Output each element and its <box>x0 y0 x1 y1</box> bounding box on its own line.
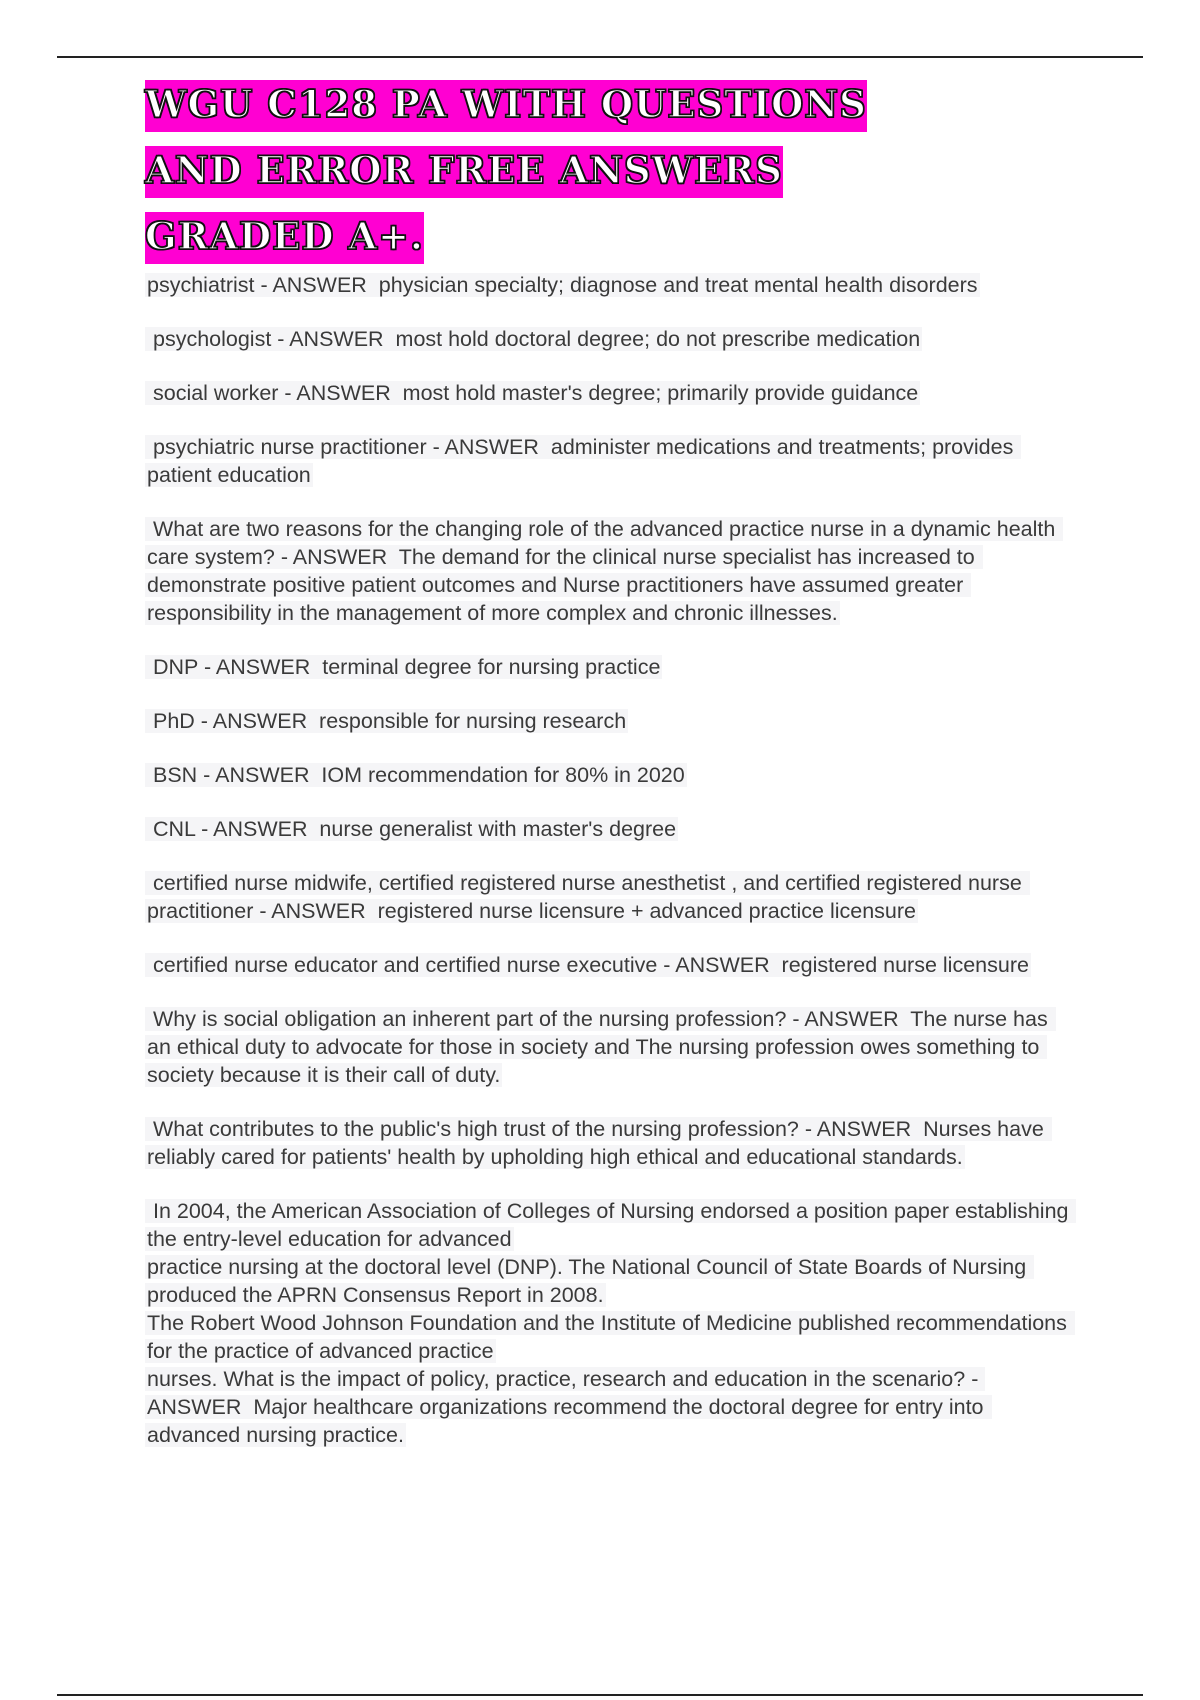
qa-entry <box>145 869 1075 925</box>
qa-entry <box>145 325 1075 353</box>
qa-entry <box>145 1115 1075 1171</box>
title-text: WGU C128 PA WITH QUESTIONS AND ERROR FREE ANSWERS GRADED A+. <box>145 80 867 264</box>
qa-text: DNP - ANSWER terminal degree for nursing practice <box>147 655 661 679</box>
qa-text: psychologist - ANSWER most hold doctoral degree; do not prescribe medication <box>147 327 921 351</box>
qa-text: psychiatrist - ANSWER physician specialty; diagnose and treat mental health disorders <box>147 273 978 297</box>
qa-text: certified nurse educator and certified nurse executive - ANSWER registered nurse licensure <box>147 953 1029 977</box>
qa-entry <box>145 815 1075 843</box>
qa-text: Why is social obligation an inherent part of the nursing profession? - ANSWER The nurse has an ethical duty to advocate for those in society and The nursing profession owes something to society because it is their call of duty. <box>147 1007 1054 1087</box>
qa-entry <box>145 271 1075 299</box>
qa-entry <box>145 951 1075 979</box>
top-rule <box>57 56 1143 58</box>
qa-text: psychiatric nurse practitioner - ANSWER administer medications and treatments; provides patient education <box>147 435 1020 487</box>
qa-text: certified nurse midwife, certified registered nurse anesthetist , and certified registered nurse practitioner - ANSWER registered nurse licensure + advanced practice licensure <box>147 871 1028 923</box>
qa-entry <box>145 1197 1075 1449</box>
qa-list <box>145 271 1075 1449</box>
qa-text: social worker - ANSWER most hold master's degree; primarily provide guidance <box>147 381 919 405</box>
qa-text: What are two reasons for the changing role of the advanced practice nurse in a dynamic health care system? - ANSWER The demand for the clinical nurse specialist has increased to demonstrate positive patient outcomes and Nurse practitioners have assumed greater responsibility in the management of more complex and chronic illnesses. <box>147 517 1062 625</box>
qa-entry <box>145 653 1075 681</box>
document-title <box>145 71 965 269</box>
qa-entry <box>145 515 1075 627</box>
qa-entry <box>145 1005 1075 1089</box>
qa-entry <box>145 379 1075 407</box>
qa-entry <box>145 761 1075 789</box>
qa-text: In 2004, the American Association of Colleges of Nursing endorsed a position paper establishing the entry-level education for advanced practice nursing at the doctoral level (DNP). The National Council of State Boards of Nursing produced the APRN Consensus Report in 2008. The Robert Wood Johnson Foundation and the Institute of Medicine published recommendations for the practice of advanced practice nurses. What is the impact of policy, practice, research and education in the scenario? - ANSWER Major healthcare organizations recommend the doctoral degree for entry into advanced nursing practice. <box>145 1199 1076 1447</box>
qa-text: BSN - ANSWER IOM recommendation for 80% in 2020 <box>147 763 685 787</box>
qa-entry <box>145 433 1075 489</box>
qa-entry <box>145 707 1075 735</box>
document-body <box>145 71 1075 1475</box>
qa-text: CNL - ANSWER nurse generalist with master's degree <box>147 817 677 841</box>
qa-text: PhD - ANSWER responsible for nursing research <box>147 709 627 733</box>
qa-text: What contributes to the public's high trust of the nursing profession? - ANSWER Nurses have reliably cared for patients' health by upholding high ethical and educational standards. <box>147 1117 1050 1169</box>
bottom-rule <box>57 1694 1143 1696</box>
